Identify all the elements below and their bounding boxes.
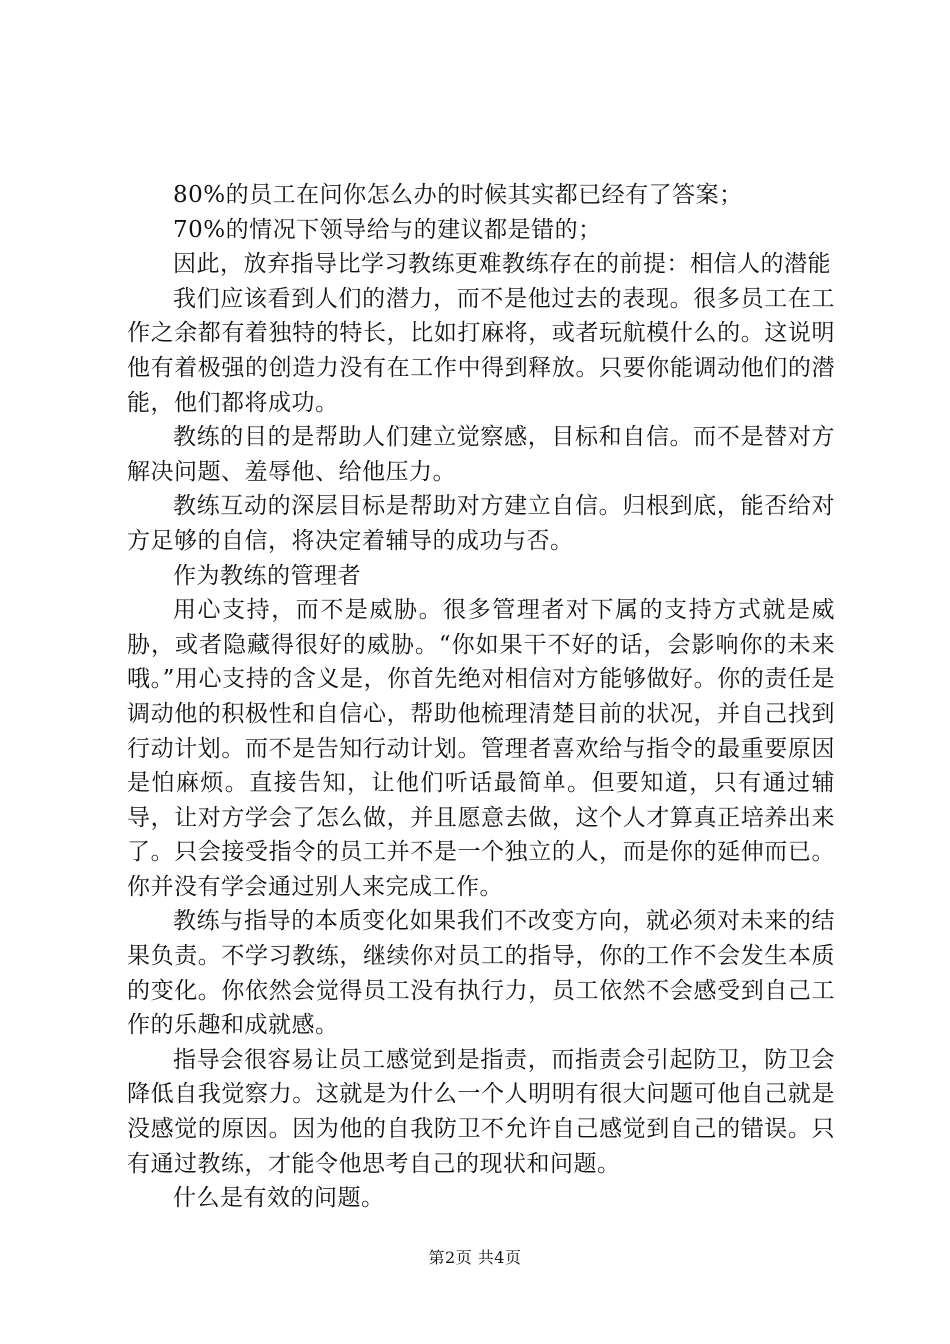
paragraph: 用心支持，而不是威胁。很多管理者对下属的支持方式就是威胁，或者隐藏得很好的威胁。“你如果干不好的话，会影响你的未来哦。”用心支持的含义是，你首先绝对相信对方能够做好。你的责任是调动他的积极性和自信心，帮助他梳理清楚目前的状况，并自己找到行动计划。而不是告知行动计划。管理者喜欢给与指令的最重要原因是怕麻烦。直接告知，让他们听话最简单。但要知道，只有通过辅导，让对方学会了怎么做，并且愿意去做，这个人才算真正培养出来了。只会接受指令的员工并不是一个独立的人，而是你的延伸而已。你并没有学会通过别人来完成工作。: [127, 597, 835, 900]
document-body: [127, 178, 835, 1216]
page-number-footer: 第2页 共4页: [428, 1248, 522, 1267]
paragraph: 教练互动的深层目标是帮助对方建立自信。归根到底，能否给对方足够的自信，将决定着辅导的成功与否。: [127, 493, 835, 554]
paragraph: 70%的情况下领导给与的建议都是错的；: [173, 216, 602, 243]
paragraph: 我们应该看到人们的潜力，而不是他过去的表现。很多员工在工作之余都有着独特的特长，比如打麻将，或者玩航模什么的。这说明他有着极强的创造力没有在工作中得到释放。只要你能调动他们的潜能，他们都将成功。: [127, 285, 835, 416]
paragraph: 什么是有效的问题。: [173, 1185, 385, 1212]
paragraph: 指导会很容易让员工感觉到是指责，而指责会引起防卫，防卫会降低自我觉察力。这就是为什么一个人明明有很大问题可他自己就是没感觉的原因。因为他的自我防卫不允许自己感觉到自己的错误。只有通过教练，才能令他思考自己的现状和问题。: [127, 1046, 835, 1177]
paragraph: 因此，放弃指导比学习教练更难教练存在的前提：相信人的潜能: [173, 251, 831, 278]
section-heading: 作为教练的管理者: [173, 562, 361, 589]
paragraph: 教练的目的是帮助人们建立觉察感，目标和自信。而不是替对方解决问题、羞辱他、给他压力。: [127, 424, 835, 485]
paragraph: 教练与指导的本质变化如果我们不改变方向，就必须对未来的结果负责。不学习教练，继续你对员工的指导，你的工作不会发生本质的变化。你依然会觉得员工没有执行力，员工依然不会感受到自己工作的乐趣和成就感。: [127, 908, 835, 1039]
paragraph: 80%的员工在问你怎么办的时候其实都已经有了答案；: [173, 182, 743, 208]
